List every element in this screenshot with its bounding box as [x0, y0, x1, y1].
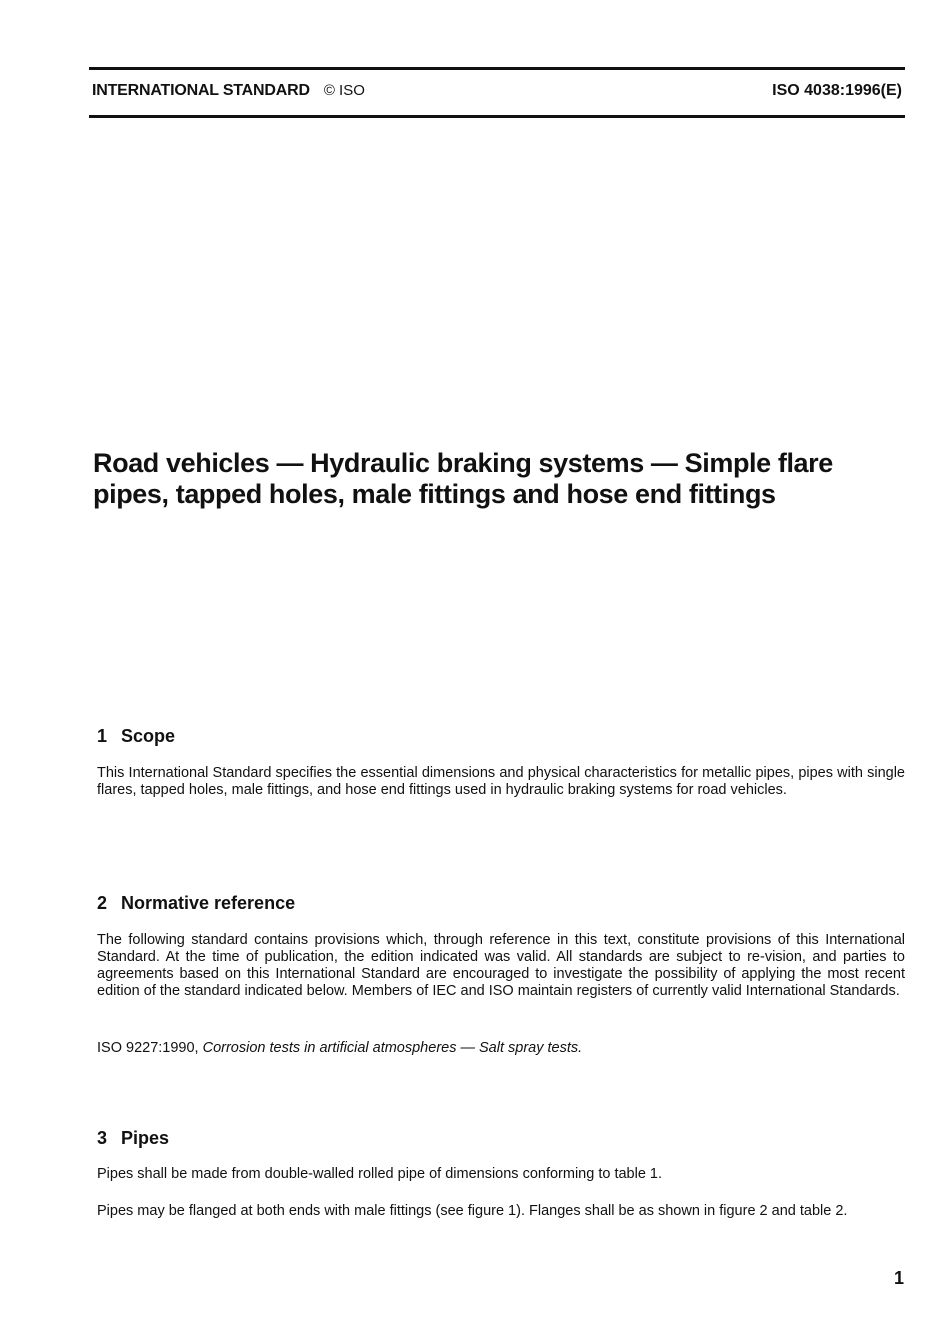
reference-title: Corrosion tests in artificial atmospheres — Salt spray tests. — [202, 1040, 583, 1056]
section-number: 3 — [97, 1128, 108, 1148]
reference-entry — [97, 1040, 905, 1057]
header-left — [92, 82, 365, 100]
header-top-rule — [89, 67, 905, 70]
page-header — [92, 82, 902, 104]
section-number: 2 — [97, 893, 108, 913]
section-number: 1 — [97, 726, 108, 746]
scope-paragraph: This International Standard specifies the essential dimensions and physical characteristics for metallic pipes, pipes with single flares, tapped holes, male fittings, and hose end fittings used in hydraulic braking systems for road vehicles. — [97, 765, 905, 798]
page-number: 1 — [894, 1268, 905, 1288]
normative-reference-paragraph: The following standard contains provisions which, through reference in this text, constitute provisions of this International Standard. At the time of publication, the edition indicated was valid. All standards are subject to re-vision, and parties to agreements based on this International Standard are encouraged to investigate the possibility of applying the most recent edition of the standard indicated below. Members of IEC and ISO maintain registers of currently valid International Standards. — [97, 932, 905, 999]
standard-label: INTERNATIONAL STANDARD — [92, 82, 310, 99]
pipes-paragraph-2: Pipes may be flanged at both ends with male fittings (see figure 1). Flanges shall be as shown in figure 2 and table 2. — [97, 1203, 848, 1219]
section-2-heading — [97, 893, 295, 914]
header-bottom-rule — [89, 115, 905, 118]
pipes-paragraph-1: Pipes shall be made from double-walled rolled pipe of dimensions conforming to table 1. — [97, 1166, 663, 1182]
document-title: Road vehicles — Hydraulic braking systems — Simple flare pipes, tapped holes, male fittings and hose end fittings — [93, 448, 833, 509]
section-title: Normative reference — [121, 893, 296, 913]
section-title: Scope — [121, 726, 176, 746]
copyright-notice: © ISO — [323, 82, 365, 99]
section-title: Pipes — [121, 1128, 170, 1148]
document-id: ISO 4038:1996(E) — [772, 82, 902, 99]
reference-id: ISO 9227:1990, — [97, 1040, 199, 1056]
section-3-heading — [97, 1128, 169, 1149]
section-1-heading — [97, 726, 175, 747]
